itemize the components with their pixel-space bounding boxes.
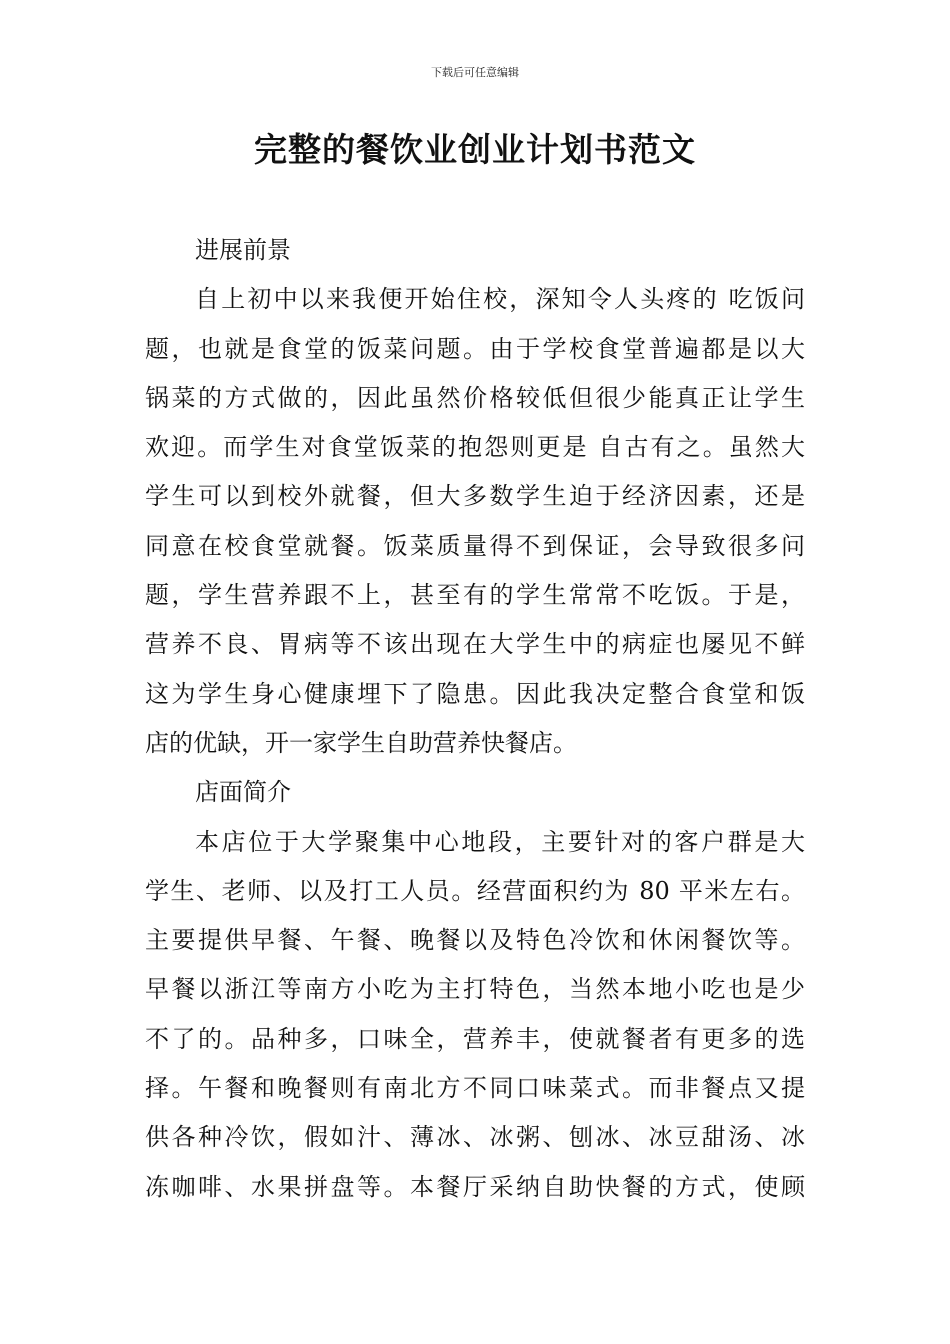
text-line: 题，也就是食堂的饭菜问题。由于学校食堂普遍都是以大 xyxy=(145,334,805,363)
text-line: 欢迎。而学生对食堂饭菜的抱怨则更是 自古有之。虽然大 xyxy=(145,433,805,462)
text-line: 供各种冷饮，假如汁、薄冰、冰粥、刨冰、冰豆甜汤、冰 xyxy=(145,1123,805,1152)
text-line: 锅菜的方式做的，因此虽然价格较低但很少能真正让学生 xyxy=(145,383,805,412)
text-line: 进展前景 xyxy=(195,236,291,264)
text-line: 营养不良、胃病等不该出现在大学生中的病症也屡见不鲜 xyxy=(145,630,805,659)
text-line: 本店位于大学聚集中心地段，主要针对的客户群是大 xyxy=(195,827,805,856)
text-line: 择。午餐和晚餐则有南北方不同口味菜式。而非餐点又提 xyxy=(145,1074,805,1103)
header-note: 下载后可任意编辑 xyxy=(431,66,519,79)
text-line: 不了的。品种多，口味全，营养丰，使就餐者有更多的选 xyxy=(145,1024,805,1053)
text-line: 学生、老师、以及打工人员。经营面积约为 80 平米左右。 xyxy=(145,876,805,905)
text-line: 店的优缺，开一家学生自助营养快餐店。 xyxy=(145,728,577,757)
document-title: 完整的餐饮业创业计划书范文 xyxy=(254,130,696,169)
text-line: 早餐以浙江等南方小吃为主打特色，当然本地小吃也是少 xyxy=(145,975,805,1004)
text-line: 题，学生营养跟不上，甚至有的学生常常不吃饭。于是， xyxy=(145,581,805,610)
text-line: 主要提供早餐、午餐、晚餐以及特色冷饮和休闲餐饮等。 xyxy=(145,926,805,955)
text-line: 同意在校食堂就餐。饭菜质量得不到保证，会导致很多问 xyxy=(145,531,805,560)
text-line: 这为学生身心健康埋下了隐患。因此我决定整合食堂和饭 xyxy=(145,679,805,708)
text-line: 冻咖啡、水果拼盘等。本餐厅采纳自助快餐的方式，使顾 xyxy=(145,1172,805,1201)
text-line: 自上初中以来我便开始住校，深知令人头疼的 吃饭问 xyxy=(195,285,805,314)
text-line: 学生可以到校外就餐，但大多数学生迫于经济因素，还是 xyxy=(145,482,805,511)
document-body xyxy=(145,226,805,1212)
text-line: 店面简介 xyxy=(195,778,291,807)
